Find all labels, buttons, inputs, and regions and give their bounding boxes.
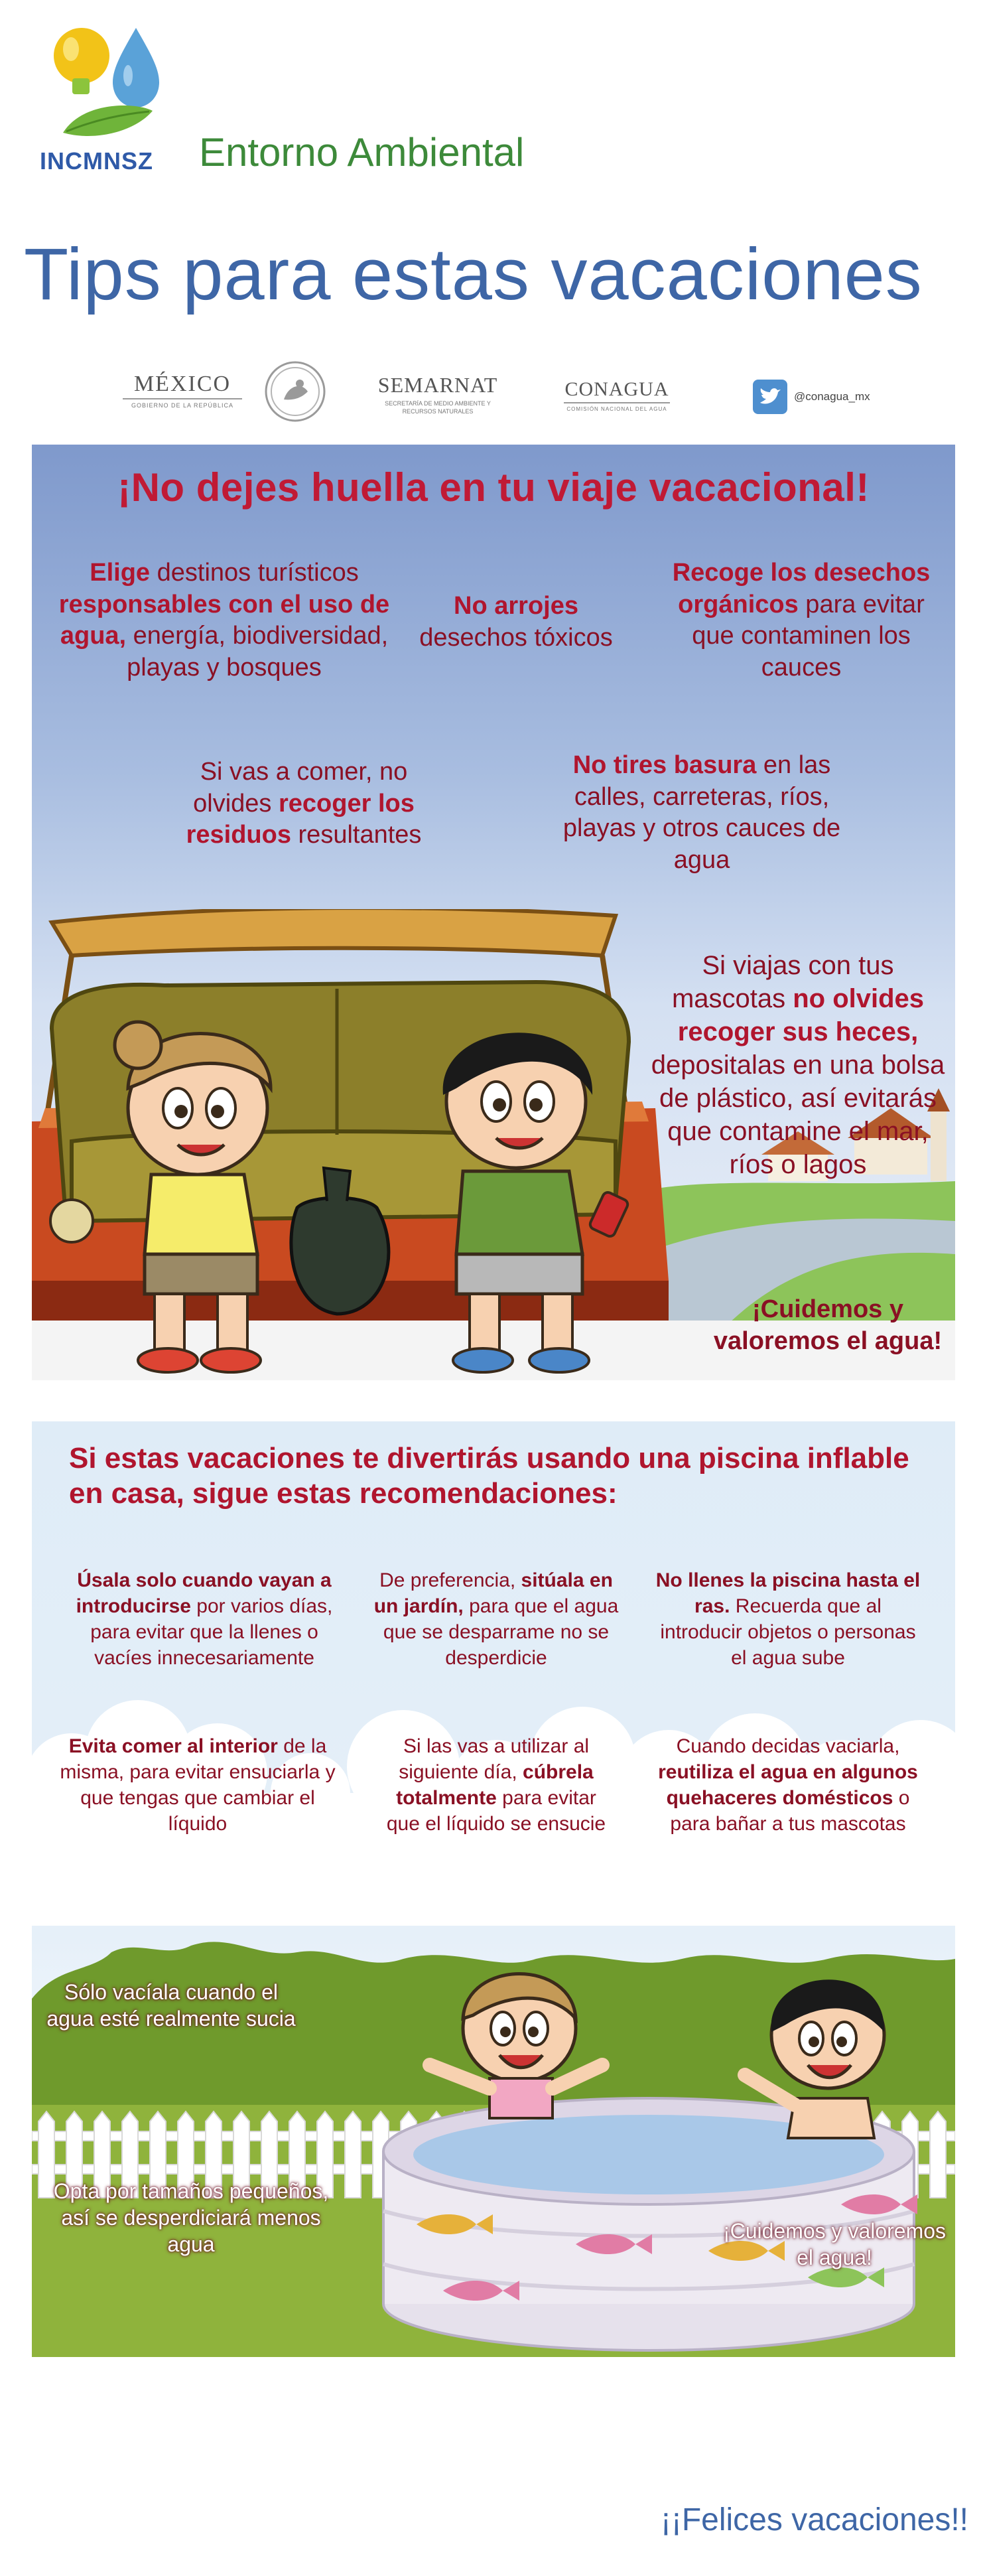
tip-bold: Evita comer al interior — [68, 1735, 278, 1757]
tip-bold: recoger los residuos — [186, 789, 415, 849]
tip-cover-pool — [377, 1733, 616, 1837]
page-title: Tips para estas vacaciones — [24, 234, 923, 315]
conagua-name: CONAGUA — [564, 378, 669, 400]
tip-text: en las calles, carreteras, ríos, playas y otros cauces de agua — [562, 751, 841, 874]
tip-food-residues — [158, 756, 450, 851]
conagua-logo — [551, 378, 683, 412]
tip-pets — [649, 949, 947, 1181]
semarnat-name: SEMARNAT — [377, 373, 498, 397]
tip-no-eating — [58, 1733, 337, 1837]
twitter-handle-link[interactable] — [753, 377, 905, 417]
mexico-name: MÉXICO — [133, 372, 231, 396]
tip-bold: reutiliza el agua en algunos quehaceres domésticos — [658, 1761, 918, 1809]
tip-text: Cuando decidas vaciarla, — [676, 1735, 900, 1757]
tip-place-in-garden — [370, 1567, 622, 1671]
semarnat-sub: SECRETARÍA DE MEDIO AMBIENTE Y RECURSOS NATURALES — [385, 400, 491, 415]
tip-toxic-waste — [403, 591, 629, 654]
pool-tips-panel — [32, 1421, 955, 2357]
panel1-title: ¡No dejes huella en tu viaje vacacional! — [117, 465, 870, 510]
tip-text: o para bañar a tus mascotas — [670, 1787, 910, 1835]
tip-text: de la misma, para evitar ensuciarla y que tengas que cambiar el líquido — [60, 1735, 336, 1835]
logo-name: INCMNSZ — [40, 147, 153, 175]
mexico-sub: GOBIERNO DE LA REPÚBLICA — [131, 402, 234, 409]
tip-text: Recuerda que al introducir objetos o personas el agua sube — [660, 1595, 916, 1669]
fence-post — [345, 2111, 361, 2198]
tip-not-to-brim — [655, 1567, 921, 1671]
tip-bold: Recoge los desechos orgánicos — [672, 559, 931, 618]
tip-text: para que el agua que se desparrame no se desperdicie — [383, 1595, 619, 1669]
tip-text: Si las vas a utilizar al siguiente día, — [399, 1735, 590, 1783]
tip-text: Si vas a comer, no olvides — [193, 758, 408, 818]
twitter-bird-icon — [753, 380, 787, 414]
tip-bold: responsables con el uso de agua, — [58, 590, 390, 650]
fence-post — [930, 2111, 946, 2198]
tip-bold: cúbrela totalmente — [396, 1761, 594, 1809]
tip-empty-when-dirty: Sólo vacíala cuando el agua esté realmente sucia — [46, 1980, 296, 2031]
tip-text: energía, biodiversidad, playas y bosques — [126, 622, 389, 681]
tip-text: para evitar que contaminen los cauces — [692, 590, 925, 681]
tip-text: Si viajas con tus mascotas — [671, 951, 894, 1013]
tip-text: desechos tóxicos — [419, 623, 613, 652]
national-seal-icon — [259, 358, 332, 425]
tip-text: por varios días, para evitar que la llenes o vacíes innecesariamente — [90, 1595, 333, 1669]
tip-bold: no olvides recoger sus heces, — [677, 984, 925, 1046]
footer-greeting: ¡¡Felices vacaciones!! — [660, 2502, 968, 2538]
panel2-closing: ¡Cuidemos y valoremos el agua! — [722, 2219, 947, 2269]
tip-bold: No llenes la piscina hasta el ras. — [655, 1569, 921, 1617]
tip-bold: No arrojes — [454, 592, 578, 620]
tip-small-sizes: Opta por tamaños pequeños, así se desperdiciará menos agua — [53, 2179, 329, 2256]
tip-bold: sitúala en un jardín, — [373, 1569, 613, 1617]
semarnat-logo — [371, 373, 504, 415]
panel2-title: Si estas vacaciones te divertirás usando una piscina inflable en casa, sigue estas recomendaciones: — [69, 1442, 909, 1510]
panel1-closing: ¡Cuidemos y valoremos el agua! — [713, 1295, 943, 1355]
logo-emblem-icon — [36, 15, 169, 147]
tip-reuse-water — [649, 1733, 927, 1837]
twitter-handle: @conagua_mx — [794, 390, 870, 403]
tip-bold: No tires basura — [572, 751, 757, 779]
tip-destinations — [58, 557, 390, 683]
tip-bold: Elige — [90, 559, 151, 587]
tip-organic-waste — [655, 557, 947, 683]
tip-use-when-needed — [72, 1567, 337, 1671]
section-title: Entorno Ambiental — [199, 130, 525, 175]
conagua-sub: COMISIÓN NACIONAL DEL AGUA — [566, 406, 667, 412]
tip-bold: Úsala solo cuando vayan a introducirse — [76, 1569, 332, 1617]
tip-text: para evitar que el líquido se ensucie — [386, 1787, 606, 1835]
mexico-logo — [116, 372, 249, 409]
tip-text: resultantes — [291, 821, 422, 849]
tip-text: De preferencia, — [379, 1569, 521, 1591]
tip-text: depositalas en una bolsa de plástico, así evitarás que contamine el mar, ríos o lagos — [651, 1050, 945, 1179]
vacation-tips-panel — [32, 445, 955, 1380]
tip-no-litter — [556, 750, 848, 876]
tip-text: destinos turísticos — [150, 559, 359, 587]
